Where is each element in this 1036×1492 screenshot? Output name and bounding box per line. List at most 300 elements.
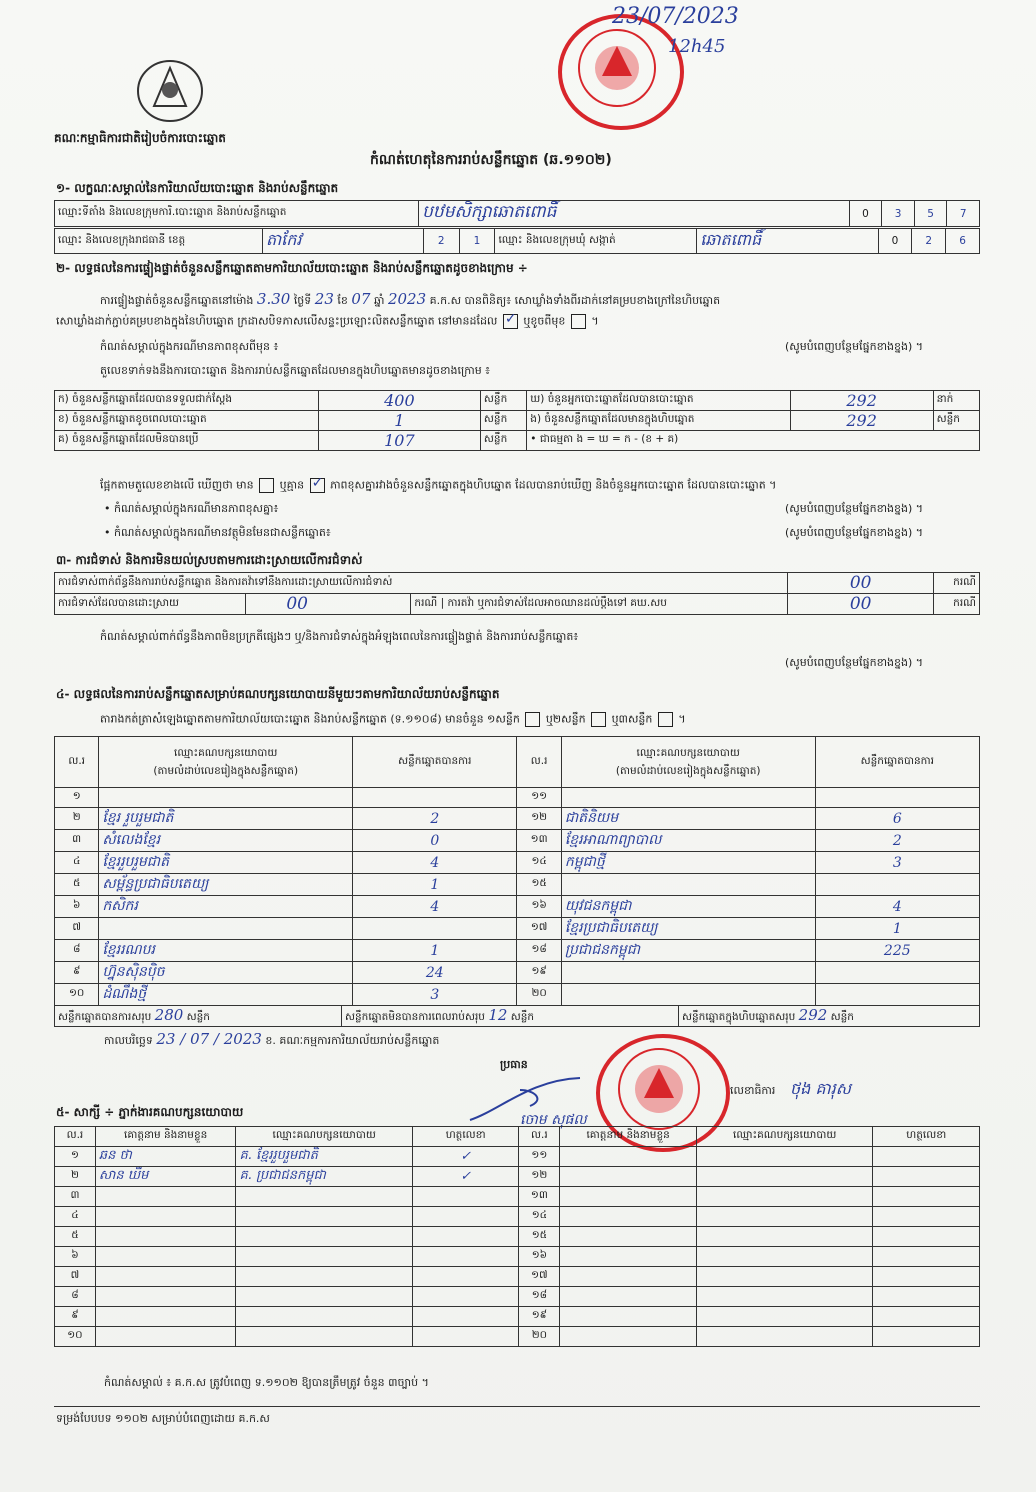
complaint-row1-label: ការជំទាស់ពាក់ព័ន្ធនឹងការរាប់សន្លឹកឆ្នោត និងការតវ៉ាទៅនឹងការដោះស្រាយលើការជំទាស់ — [55, 573, 788, 594]
fig-b-label: ខ) ចំនួនសន្លឹកឆ្នោតខូចពេលបោះឆ្នោត — [55, 411, 319, 431]
witness-signature — [873, 1227, 980, 1247]
total-invalid-unit: សន្លឹក — [510, 1011, 535, 1023]
col-no-right: ល.រ — [517, 737, 561, 788]
col-party — [99, 737, 353, 788]
commune-digit: 0 — [878, 229, 912, 254]
witness-row — [55, 1247, 980, 1267]
fig-a-value: 400 — [318, 391, 480, 411]
province-value: តាកែវ — [265, 230, 302, 249]
committee-label: ខ. គណៈកម្មការការិយាល័យរាប់សន្លឹកឆ្នោត — [265, 1034, 440, 1047]
verification-text-b: ថ្ងៃទី — [293, 294, 312, 307]
province-digit: 1 — [459, 229, 495, 254]
footnote: កំណត់សម្គាល់ ៖ គ.ក.ស ត្រូវបំពេញ ទ.១១០២ ឱ្យបានត្រឹមត្រូវ ចំនួន ៣ច្បាប់ ។ — [104, 1376, 429, 1389]
witness-party — [696, 1187, 872, 1207]
fig-d-value: 292 — [790, 391, 933, 411]
witness-signature — [412, 1287, 519, 1307]
fill-more-4: (សូមបំពេញបន្ថែមផ្នែកខាងខ្នង) ។ — [785, 656, 924, 669]
party-votes: 0 — [353, 830, 517, 852]
witness-name — [560, 1247, 697, 1267]
verification-line — [100, 290, 720, 310]
complaint-row1-case: ករណី — [934, 573, 980, 594]
tally-sheet-line: តារាងកត់ត្រាសំឡេងឆ្នោតតាមការិយាល័យបោះឆ្នោត និងរាប់សន្លឹកឆ្នោត (ទ.១១០៨) មានចំនួន ១សន្លឹក ឬ២សន្លឹក ឬ៣សន្លឹក ។ — [100, 712, 686, 726]
party-name: ដំណឹងថ្មី — [99, 984, 353, 1006]
witness-name — [560, 1327, 697, 1347]
party-no: ១១ — [517, 788, 561, 808]
party-votes — [353, 918, 517, 940]
stamp-time: 12h45 — [668, 36, 726, 57]
fig-e-unit: សន្លឹក — [933, 411, 979, 431]
fig-c-unit: សន្លឹក — [480, 431, 526, 451]
date-label: កាលបរិច្ឆេទ — [104, 1034, 153, 1047]
appeal-case: ករណី — [934, 594, 980, 615]
party-name — [561, 962, 815, 984]
witness-no: ១៨ — [519, 1287, 560, 1307]
station-digit: 5 — [914, 201, 947, 227]
witness-signature — [412, 1187, 519, 1207]
resolved-label: ការជំទាស់ដែលបានដោះស្រាយ — [55, 594, 246, 615]
party-no: ៨ — [55, 940, 99, 962]
witness-name — [560, 1287, 697, 1307]
tally-intro2: ឬ២សន្លឹក — [545, 712, 586, 726]
document-title: កំណត់ហេតុនៃការរាប់សន្លឹកឆ្នោត (ឆ.១១០២) — [370, 152, 612, 168]
party-name — [99, 918, 353, 940]
total-box-unit: សន្លឹក — [830, 1011, 854, 1023]
w-col-party: ឈ្មោះគណបក្សនយោបាយ — [236, 1127, 412, 1147]
witness-row — [55, 1187, 980, 1207]
witness-row — [55, 1167, 980, 1187]
station-digit: 7 — [947, 201, 980, 227]
party-no: ១០ — [55, 984, 99, 1006]
comparison-line — [100, 478, 776, 495]
witness-party — [696, 1327, 872, 1347]
verification-month: 07 — [351, 290, 371, 308]
party-votes: 6 — [815, 808, 979, 830]
witness-name — [560, 1147, 697, 1167]
footer-rule — [54, 1406, 980, 1407]
witness-signature — [873, 1287, 980, 1307]
witness-no: ១០ — [55, 1327, 96, 1347]
verification-text-a: ការផ្ទៀងផ្ទាត់ចំនួនសន្លឹកឆ្នោតនៅម៉ោង — [100, 294, 254, 307]
section3-title: ៣- ការជំទាស់ និងការមិនយល់ស្របតាមការដោះស្រាយលើការជំទាស់ — [56, 553, 363, 567]
witness-name: ឆន ថា — [95, 1147, 236, 1167]
witness-name — [95, 1267, 236, 1287]
party-votes: 1 — [353, 874, 517, 896]
witness-signature — [873, 1207, 980, 1227]
party-no: ១២ — [517, 808, 561, 830]
party-votes: 4 — [815, 896, 979, 918]
witness-party — [696, 1287, 872, 1307]
complaint-row1-value: 00 — [787, 573, 933, 594]
witness-signature — [412, 1227, 519, 1247]
resolved-value: 00 — [246, 594, 411, 615]
fig-b-value: 1 — [318, 411, 480, 431]
station-table — [54, 200, 980, 227]
witness-name — [95, 1207, 236, 1227]
party-votes — [815, 984, 979, 1006]
witness-no: ២ — [55, 1167, 96, 1187]
witness-party — [696, 1247, 872, 1267]
col-party-label: ឈ្មោះគណបក្សនយោបាយ — [174, 747, 278, 759]
witness-row — [55, 1287, 980, 1307]
three-sheet-checkbox[interactable] — [658, 712, 673, 727]
col-party-sub-right: (តាមលំដាប់លេខរៀងក្នុងសន្លឹកឆ្នោត) — [615, 765, 761, 777]
witness-signature — [873, 1267, 980, 1287]
footer-text: ទម្រង់បែបបទ ១១០២ សម្រាប់បំពេញដោយ គ.ក.ស — [56, 1412, 270, 1425]
col-party-sub: (តាមលំដាប់លេខរៀងក្នុងសន្លឹកឆ្នោត) — [153, 765, 299, 777]
witness-name — [560, 1207, 697, 1227]
appeal-label-text: ការតវ៉ា ឬការជំទាស់ដែលអាចឈានដល់ប្តឹងទៅ គឃ.សប — [447, 596, 667, 609]
comparison-no: ឬគ្មាន — [279, 478, 305, 492]
one-sheet-checkbox[interactable] — [525, 712, 540, 727]
witness-party — [236, 1207, 412, 1227]
col-no: ល.រ — [55, 737, 99, 788]
witness-party — [696, 1267, 872, 1287]
party-votes: 1 — [815, 918, 979, 940]
note-diff-before: កំណត់សម្គាល់ក្នុងករណីមានភាពខុសពីមុន ៖ — [100, 340, 279, 353]
secretary-label: លេខាធិការ — [730, 1084, 776, 1097]
comparison-text: ផ្អែកតាមតួលេខខាងលើ ឃើញថា មាន — [100, 478, 254, 492]
tally-intro3: ឬ៣សន្លឹក — [611, 712, 653, 726]
commune-value: ឆោតពោធិ៍ — [700, 230, 762, 249]
party-no: ១៦ — [517, 896, 561, 918]
party-name: ខ្មែរ រួបរួមជាតិ — [99, 808, 353, 830]
witness-no: ៦ — [55, 1247, 96, 1267]
party-no: ២០ — [517, 984, 561, 1006]
witness-party — [236, 1227, 412, 1247]
witness-name — [560, 1307, 697, 1327]
party-row — [55, 852, 980, 874]
witness-signature — [412, 1267, 519, 1287]
witness-party — [236, 1187, 412, 1207]
total-invalid-value: 12 — [488, 1006, 508, 1024]
witness-row — [55, 1227, 980, 1247]
total-valid-value: 280 — [154, 1006, 184, 1024]
party-row — [55, 808, 980, 830]
witness-name — [95, 1227, 236, 1247]
witness-no: ៧ — [55, 1267, 96, 1287]
witness-no: ៤ — [55, 1207, 96, 1227]
col-votes-right: សន្លឹកឆ្នោតបានការ — [815, 737, 979, 788]
witness-party — [236, 1267, 412, 1287]
party-votes: 24 — [353, 962, 517, 984]
resolved-case: ករណី — [414, 596, 438, 609]
witness-no: ១៤ — [519, 1207, 560, 1227]
witness-signature — [412, 1307, 519, 1327]
witness-party — [696, 1147, 872, 1167]
w-col-sign-right: ហត្ថលេខា — [873, 1127, 980, 1147]
party-votes: 3 — [353, 984, 517, 1006]
stamp-seal-icon-2 — [600, 1038, 718, 1140]
appeal-value: 00 — [787, 594, 933, 615]
fig-d-label: ឃ) ចំនួនអ្នកបោះឆ្នោតដែលបានបោះឆ្នោត — [527, 391, 790, 411]
witness-name: សាន ឃីម — [95, 1167, 236, 1187]
party-no: ៦ — [55, 896, 99, 918]
party-name: ហ្វ៊ុនស៊ិនប៉ិច — [99, 962, 353, 984]
stamp-seal-icon — [562, 18, 672, 118]
figures-intro: តួលេខទាក់ទងនឹងការបោះឆ្នោត និងការរាប់សន្លឹកឆ្នោតដែលមានក្នុងហិបឆ្នោតមានដូចខាងក្រោម ៖ — [100, 364, 491, 377]
official-stamp-top — [558, 14, 684, 130]
witness-signature — [412, 1327, 519, 1347]
witness-signature — [873, 1327, 980, 1347]
party-name: ខ្មែររួបរួមជាតិ — [99, 852, 353, 874]
section5-title: ៥- សាក្សី ÷ ភ្នាក់ងារគណបក្សនយោបាយ — [56, 1105, 244, 1119]
witness-name — [95, 1307, 236, 1327]
witness-row — [55, 1327, 980, 1347]
party-votes: 1 — [353, 940, 517, 962]
verification-day: 23 — [314, 290, 334, 308]
witness-signature — [873, 1147, 980, 1167]
w-col-no-right: ល.រ — [519, 1127, 560, 1147]
witness-rows — [55, 1147, 980, 1347]
party-rows — [55, 788, 980, 1006]
party-votes — [815, 962, 979, 984]
witness-signature — [873, 1187, 980, 1207]
total-box-value: 292 — [798, 1006, 828, 1024]
total-valid — [55, 1006, 342, 1026]
date-line — [104, 1030, 439, 1050]
party-no: ១៥ — [517, 874, 561, 896]
witness-name — [560, 1187, 697, 1207]
fig-e-label: ង) ចំនួនសន្លឹកឆ្នោតដែលមានក្នុងហិបឆ្នោត — [527, 411, 790, 431]
party-name: ខ្មែរអាណាព្យាបាល — [561, 830, 815, 852]
witness-name — [560, 1227, 697, 1247]
witness-no: ៩ — [55, 1307, 96, 1327]
witness-signature — [873, 1307, 980, 1327]
intact-checkbox[interactable] — [503, 314, 518, 329]
province-label: ឈ្មោះ និងលេខក្រុងរាជធានី ខេត្ត — [55, 229, 263, 254]
fill-more-3: (សូមបំពេញបន្ថែមផ្នែកខាងខ្នង) ។ — [785, 526, 924, 539]
verification-year: 2023 — [387, 290, 427, 308]
witness-no: ១៥ — [519, 1227, 560, 1247]
witness-party — [236, 1287, 412, 1307]
party-votes: 2 — [353, 808, 517, 830]
witness-row — [55, 1267, 980, 1287]
party-name — [561, 874, 815, 896]
party-name: កសិករ — [99, 896, 353, 918]
witness-row — [55, 1147, 980, 1167]
party-votes — [353, 788, 517, 808]
two-sheet-checkbox[interactable] — [591, 712, 606, 727]
party-row — [55, 830, 980, 852]
witness-no: ១៣ — [519, 1187, 560, 1207]
station-digit: 3 — [882, 201, 915, 227]
bullet-object: • កំណត់សម្គាល់ក្នុងករណីមានវត្ថុមិនមែនជាសន្លឹកឆ្នោត៖ — [104, 526, 331, 539]
date-value: 23 / 07 / 2023 — [156, 1030, 262, 1048]
party-no: ៤ — [55, 852, 99, 874]
party-no: ២ — [55, 808, 99, 830]
witness-no: ១៩ — [519, 1307, 560, 1327]
fig-b-unit: សន្លឹក — [480, 411, 526, 431]
verification-text-c: ខែ — [337, 294, 348, 307]
difference-no-checkbox[interactable] — [310, 478, 325, 493]
stamp-date: 23/07/2023 — [612, 4, 739, 29]
witness-no: ១២ — [519, 1167, 560, 1187]
seal-text: សោឃ្លាំងដាក់ភ្ជាប់គម្របខាងក្នុងនៃហិបឆ្នោត ក្រដាសបិទភាសលើសន្ទះប្រឡោះលិតសន្លឹកឆ្នោត នៅមានដដែល — [56, 314, 498, 328]
total-box-label: សន្លឹកឆ្នោតក្នុងហិបឆ្នោតសរុប — [682, 1011, 796, 1023]
witness-row — [55, 1307, 980, 1327]
party-no: ១ — [55, 788, 99, 808]
party-name: ប្រជាជនកម្ពុជា — [561, 940, 815, 962]
difference-yes-checkbox[interactable] — [259, 478, 274, 493]
witness-signature — [412, 1207, 519, 1227]
party-no: ៩ — [55, 962, 99, 984]
w-col-name: គោត្តនាម និងនាមខ្លួន — [95, 1127, 236, 1147]
party-name — [561, 788, 815, 808]
witness-signature — [873, 1247, 980, 1267]
chair-label: ប្រធាន — [500, 1058, 528, 1071]
witness-row — [55, 1207, 980, 1227]
party-row — [55, 788, 980, 808]
org-name: គណៈកម្មាធិការជាតិរៀបចំការបោះឆ្នោត — [54, 131, 226, 145]
witness-party — [236, 1247, 412, 1267]
fig-c-value: 107 — [318, 431, 480, 451]
station-value-cell — [419, 201, 850, 227]
ballot-figures-table — [54, 390, 980, 451]
w-col-sign: ហត្ថលេខា — [412, 1127, 519, 1147]
party-votes: 4 — [353, 896, 517, 918]
party-name — [99, 788, 353, 808]
witness-party: គ. ខ្មែររួបរួមជាតិ — [236, 1147, 412, 1167]
witness-party — [696, 1227, 872, 1247]
section4-title: ៤- លទ្ធផលនៃការរាប់សន្លឹកឆ្នោតសម្រាប់គណបក្សនយោបាយនីមួយៗតាមការិយាល័យរាប់សន្លឹកឆ្នោត — [56, 687, 500, 701]
col-party-right — [561, 737, 815, 788]
party-name: ខ្មែររណបរ — [99, 940, 353, 962]
verification-text-d: ឆ្នាំ — [373, 294, 385, 307]
witness-signature: ✓ — [412, 1147, 519, 1167]
commune-digit: 2 — [912, 229, 946, 254]
verification-time: 3.30 — [256, 290, 291, 308]
w-col-party-right: ឈ្មោះគណបក្សនយោបាយ — [696, 1127, 872, 1147]
party-results-table — [54, 736, 980, 1027]
party-row — [55, 918, 980, 940]
witness-party — [696, 1207, 872, 1227]
commune-label: ឈ្មោះ និងលេខក្រុមឃុំ សង្កាត់ — [495, 229, 697, 254]
section1-title: ១- លក្ខណៈសម្គាល់នៃការិយាល័យបោះឆ្នោត និងរាប់សន្លឹកឆ្នោត — [56, 181, 339, 195]
party-name: កម្ពុជាថ្មី — [561, 852, 815, 874]
fig-e-value: 292 — [790, 411, 933, 431]
emblem-icon — [134, 56, 206, 126]
witness-no: ១៦ — [519, 1247, 560, 1267]
witness-table — [54, 1126, 980, 1347]
appeal-label: ករណី | ការតវ៉ា ឬការជំទាស់ដែលអាចឈានដល់ប្តឹងទៅ គឃ.សប — [411, 594, 788, 615]
party-row — [55, 962, 980, 984]
total-invalid — [342, 1006, 679, 1026]
section2-title: ២- លទ្ធផលនៃការផ្ទៀងផ្ទាត់ចំនួនសន្លឹកឆ្នោតតាមការិយាល័យបោះឆ្នោត និងរាប់សន្លឹកឆ្នោតដូចខាងក្រោម ÷ — [56, 261, 528, 275]
witness-no: ៨ — [55, 1287, 96, 1307]
station-value: បឋមសិក្សាឆោតពោធិ៍ — [422, 202, 557, 222]
witness-name — [95, 1247, 236, 1267]
irregularity-note: កំណត់សម្គាល់ពាក់ព័ន្ធនឹងភាពមិនប្រក្រតីផ្សេងៗ ឬ/និងការជំទាស់ក្នុងអំឡុងពេលនៃការផ្ទៀងផ្ទាត់ និងការរាប់សន្លឹកឆ្នោត៖ — [100, 630, 579, 643]
fig-a-unit: សន្លឹក — [480, 391, 526, 411]
party-name: ខ្មែរប្រជាធិបតេយ្យ — [561, 918, 815, 940]
fig-d-unit: នាក់ — [933, 391, 979, 411]
party-row — [55, 984, 980, 1006]
party-no: ៧ — [55, 918, 99, 940]
fill-more-1: (សូមបំពេញបន្ថែមផ្នែកខាងខ្នង) ។ — [785, 340, 924, 353]
verification-text-e: គ.ក.ស បានពិនិត្យ៖ សោឃ្លាំងទាំងពីរដាក់នៅគម្របខាងក្រៅនៃហិបឆ្នោត — [429, 294, 721, 307]
fill-more-2: (សូមបំពេញបន្ថែមផ្នែកខាងខ្នង) ។ — [785, 502, 924, 515]
chair-name: ចោម សុផល — [520, 1112, 587, 1128]
witness-signature — [412, 1247, 519, 1267]
formula: • ជាធម្មតា ង = ឃ = ក - (ខ + គ) — [527, 431, 980, 451]
comparison-rest: ភាពខុសគ្នារវាងចំនួនសន្លឹកឆ្នោតក្នុងហិបឆ្នោត ដែលបានរាប់ឃើញ និងចំនួនអ្នកបោះឆ្នោត ដែលបានបោះឆ្នោត ។ — [330, 478, 777, 492]
party-no: ១៨ — [517, 940, 561, 962]
fig-a-label: ក) ចំនួនសន្លឹកឆ្នោតដែលបានទទួលជាក់ស្តែង — [55, 391, 319, 411]
witness-party — [236, 1307, 412, 1327]
party-votes: 2 — [815, 830, 979, 852]
tally-intro: តារាងកត់ត្រាសំឡេងឆ្នោតតាមការិយាល័យបោះឆ្នោត និងរាប់សន្លឹកឆ្នោត (ទ.១១០៨) មានចំនួន ១សន្លឹក — [100, 712, 520, 726]
witness-name — [95, 1327, 236, 1347]
party-name: សំលេងខ្មែរ — [99, 830, 353, 852]
total-box — [679, 1006, 980, 1026]
witness-name — [95, 1187, 236, 1207]
witness-no: ១៧ — [519, 1267, 560, 1287]
party-row — [55, 896, 980, 918]
witness-no: ៥ — [55, 1227, 96, 1247]
witness-party — [696, 1307, 872, 1327]
station-label: ឈ្មោះទីតាំង និងលេខក្រុមការិ.បោះឆ្នោត និងរាប់សន្លឹកឆ្នោត — [55, 201, 419, 227]
party-votes: 225 — [815, 940, 979, 962]
witness-signature — [873, 1167, 980, 1187]
col-votes: សន្លឹកឆ្នោតបានការ — [353, 737, 517, 788]
party-no: ១៤ — [517, 852, 561, 874]
witness-no: ២០ — [519, 1327, 560, 1347]
witness-no: ៣ — [55, 1187, 96, 1207]
witness-no: ១១ — [519, 1147, 560, 1167]
party-no: ១៧ — [517, 918, 561, 940]
party-row — [55, 940, 980, 962]
party-votes: 4 — [353, 852, 517, 874]
province-table — [54, 228, 980, 254]
party-name: ជាតិនិយម — [561, 808, 815, 830]
bullet-diff: • កំណត់សម្គាល់ក្នុងករណីមានភាពខុសគ្នា៖ — [104, 502, 279, 515]
w-col-no: ល.រ — [55, 1127, 96, 1147]
witness-party: គ. ប្រជាជនកម្ពុជា — [236, 1167, 412, 1187]
damaged-checkbox[interactable] — [571, 314, 586, 329]
commune-digit: 6 — [946, 229, 980, 254]
province-digit: 2 — [423, 229, 459, 254]
w-col-name-right: គោត្តនាម និងនាមខ្លួន — [560, 1127, 697, 1147]
total-invalid-label: សន្លឹកឆ្នោតមិនបានការពេលរាប់សរុប — [345, 1011, 485, 1023]
total-valid-label: សន្លឹកឆ្នោតបានការសរុប — [58, 1011, 152, 1023]
total-valid-unit: សន្លឹក — [186, 1011, 210, 1023]
party-no: ៣ — [55, 830, 99, 852]
witness-no: ១ — [55, 1147, 96, 1167]
witness-name — [560, 1267, 697, 1287]
party-votes: 3 — [815, 852, 979, 874]
witness-party — [696, 1167, 872, 1187]
station-digit: 0 — [849, 201, 882, 227]
fig-c-label: គ) ចំនួនសន្លឹកឆ្នោតដែលមិនបានប្រើ — [55, 431, 319, 451]
totals-row — [55, 1006, 980, 1027]
witness-name — [95, 1287, 236, 1307]
col-party-label-right: ឈ្មោះគណបក្សនយោបាយ — [636, 747, 740, 759]
party-row — [55, 874, 980, 896]
complaints-table — [54, 572, 980, 615]
witness-signature: ✓ — [412, 1167, 519, 1187]
seal-line: សោឃ្លាំងដាក់ភ្ជាប់គម្របខាងក្នុងនៃហិបឆ្នោត ក្រដាសបិទភាសលើសន្ទះប្រឡោះលិតសន្លឹកឆ្នោត នៅមានដដែល ✓ ឬខូចពីមុខ ។ — [56, 314, 599, 331]
party-name — [561, 984, 815, 1006]
secretary-name: ថុង គារុស — [790, 1079, 851, 1098]
witness-party — [236, 1327, 412, 1347]
party-votes — [815, 874, 979, 896]
party-name: យុវជនកម្ពុជា — [561, 896, 815, 918]
party-votes — [815, 788, 979, 808]
party-no: ៥ — [55, 874, 99, 896]
party-no: ១៣ — [517, 830, 561, 852]
party-no: ១៩ — [517, 962, 561, 984]
damaged-text: ឬខូចពីមុខ — [523, 314, 566, 328]
